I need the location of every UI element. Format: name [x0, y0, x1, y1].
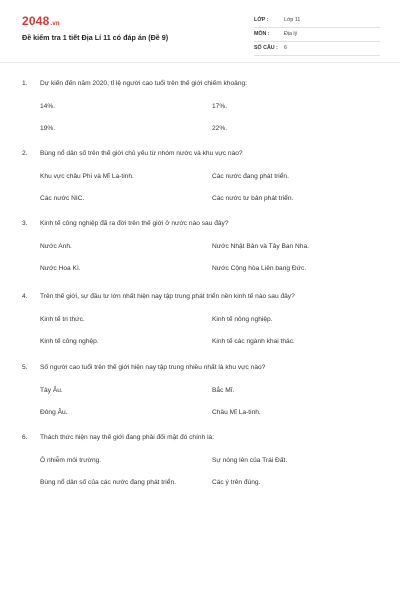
- question-text: Dự kiến đến năm 2020, tỉ lệ người cao tuổi trên thế giới chiếm khoảng:: [40, 80, 247, 87]
- question-text: Bùng nổ dân số trên thế giới chủ yếu từ nhóm nước và khu vực nào?: [40, 150, 243, 157]
- question-number: 5.: [22, 364, 28, 371]
- meta-subject-row: [254, 28, 380, 42]
- meta-subject-label: MÔN :: [254, 31, 270, 37]
- question-number: 6.: [22, 434, 28, 441]
- question-text: Trên thế giới, sự đầu tư lớn nhất hiện nay tập trung phát triển nền kinh tế nào sau đây?: [40, 293, 295, 300]
- answer-option[interactable]: Ô nhiễm môi trường.: [40, 457, 102, 464]
- question-text: Số người cao tuổi trên thế giới hiện nay tập trung nhiều nhất là khu vực nào?: [40, 364, 266, 371]
- answer-option[interactable]: Kinh tế công nghệp.: [40, 338, 99, 345]
- answer-option[interactable]: Nước Anh.: [40, 243, 72, 250]
- logo-text: 2048: [22, 14, 50, 28]
- meta-class-row: [254, 14, 380, 28]
- answer-option[interactable]: Tây Âu.: [40, 387, 63, 394]
- logo-suffix: .vn: [50, 21, 60, 27]
- answer-option[interactable]: Nước Hoa Kì.: [40, 265, 81, 272]
- answer-option[interactable]: Các nước NIC.: [40, 195, 85, 202]
- meta-class-label: LỚP :: [254, 17, 269, 23]
- meta-count-label: SỐ CÂU :: [254, 45, 278, 51]
- answer-option[interactable]: 17%.: [212, 103, 228, 110]
- answer-option[interactable]: Kinh tế các ngành khai thác.: [212, 338, 295, 345]
- answer-option[interactable]: Châu Mĩ La-tinh.: [212, 409, 261, 416]
- question-number: 2.: [22, 150, 28, 157]
- page-header: [0, 0, 400, 62]
- answer-option[interactable]: Các nước đang phát triển.: [212, 173, 289, 180]
- answer-option[interactable]: 22%.: [212, 125, 228, 132]
- question-number: 3.: [22, 220, 28, 227]
- site-logo[interactable]: [22, 14, 60, 28]
- answer-option[interactable]: 19%.: [40, 125, 56, 132]
- answer-option[interactable]: Kinh tế nông nghiệp.: [212, 316, 273, 323]
- answer-option[interactable]: 14%.: [40, 103, 56, 110]
- question-text: Thách thức hiện nay thế giới đang phải đối mặt đó chính là:: [40, 434, 215, 441]
- question-text: Kinh tế công nghiệp đã ra đời trên thế giới ở nước nào sau đây?: [40, 220, 229, 227]
- meta-count-row: [254, 42, 380, 56]
- meta-class-value: Lớp 11: [284, 17, 301, 23]
- answer-option[interactable]: Đông Âu.: [40, 409, 68, 416]
- answer-option[interactable]: Sự nóng lên của Trái Đất.: [212, 457, 288, 464]
- answer-option[interactable]: Các nước tư bản phát triển.: [212, 195, 294, 202]
- answer-option[interactable]: Kinh tế tri thức.: [40, 316, 85, 323]
- answer-option[interactable]: Bắc Mĩ.: [212, 387, 235, 394]
- answer-option[interactable]: Bùng nổ dân số của các nước đang phát triển.: [40, 479, 176, 486]
- answer-option[interactable]: Khu vực châu Phi và Mĩ La-tinh.: [40, 173, 134, 180]
- question-number: 1.: [22, 80, 28, 87]
- page-title: Đề kiểm tra 1 tiết Địa Lí 11 có đáp án (Đề 9): [22, 33, 169, 42]
- answer-option[interactable]: Nước Cộng hòa Liên bang Đức.: [212, 265, 307, 272]
- meta-subject-value: Địa lý: [284, 31, 298, 37]
- answer-option[interactable]: Các ý trên đúng.: [212, 479, 261, 486]
- answer-option[interactable]: Nước Nhật Bản và Tây Ban Nha.: [212, 243, 309, 250]
- header-divider: [0, 62, 400, 63]
- meta-count-value: 6: [284, 45, 287, 51]
- question-number: 4.: [22, 293, 28, 300]
- meta-info: [254, 14, 380, 56]
